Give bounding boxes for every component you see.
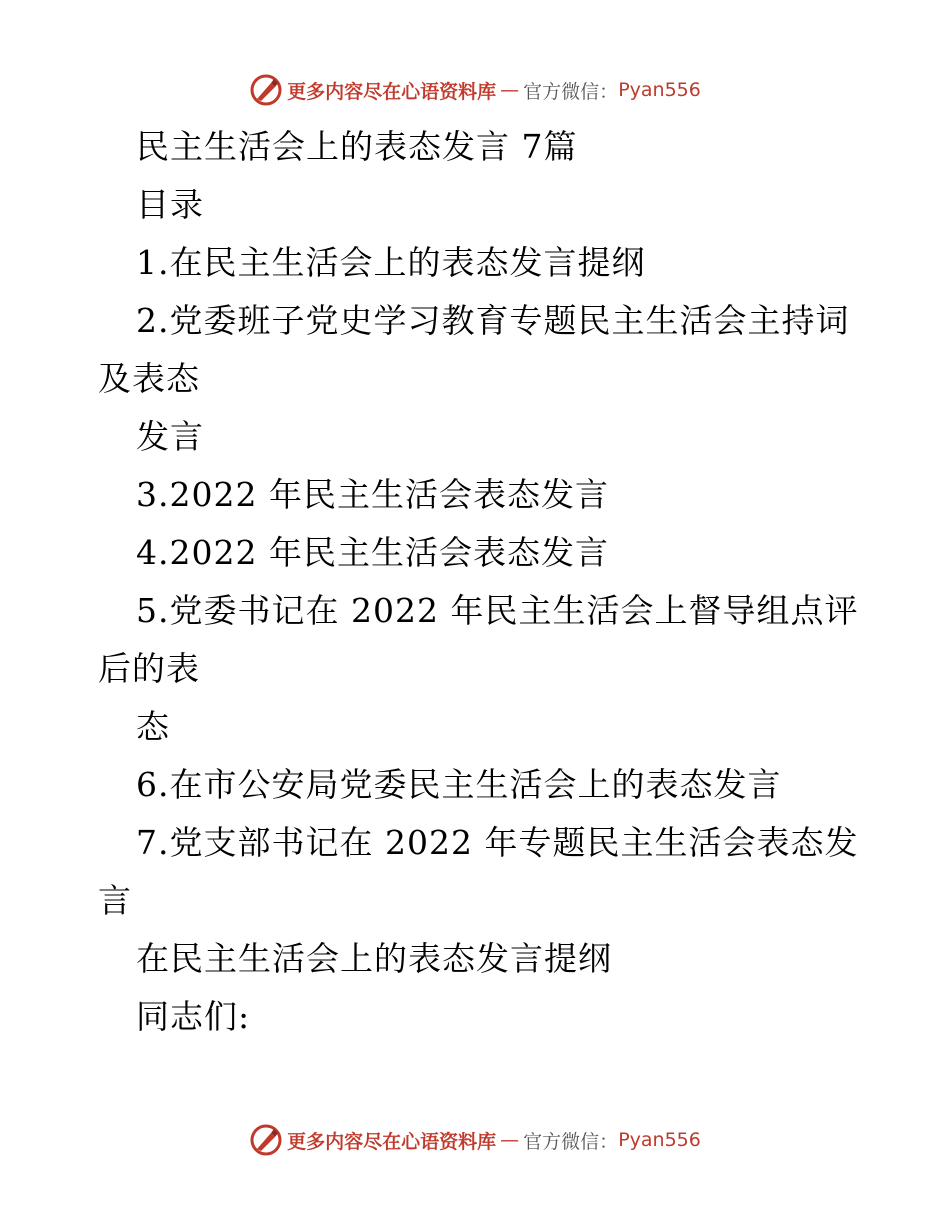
pen-logo-icon <box>249 73 283 107</box>
banner-wechat-label: 官方微信： <box>523 80 619 103</box>
pen-logo-icon <box>249 1123 283 1157</box>
document-line: 态 <box>136 707 170 746</box>
banner-wechat-id: Pyan556 <box>618 1129 701 1151</box>
banner-title: 更多内容尽在心语资料库 <box>287 1130 497 1153</box>
banner-title: 更多内容尽在心语资料库 <box>287 80 497 103</box>
document-line: 目录 <box>136 185 204 224</box>
document-line: 6.在市公安局党委民主生活会上的表态发言 <box>136 765 782 804</box>
header-banner <box>0 70 950 110</box>
document-body <box>98 118 858 1046</box>
banner-dash: — <box>500 1129 520 1151</box>
document-line: 民主生活会上的表态发言 7篇 <box>136 127 578 166</box>
document-line: 7.党支部书记在 2022 年专题民主生活会表态发 <box>136 823 859 862</box>
document-line: 4.2022 年民主生活会表态发言 <box>136 533 609 572</box>
document-line: 发言 <box>136 417 204 456</box>
banner-wechat-label: 官方微信： <box>523 1130 619 1153</box>
document-line: 及表态 <box>98 359 200 398</box>
footer-banner <box>0 1120 950 1160</box>
document-line: 在民主生活会上的表态发言提纲 <box>136 939 612 978</box>
document-line: 5.党委书记在 2022 年民主生活会上督导组点评 <box>136 591 859 630</box>
document-line: 同志们: <box>136 997 251 1036</box>
document-line: 1.在民主生活会上的表态发言提纲 <box>136 243 646 282</box>
document-line: 言 <box>98 881 132 920</box>
document-line: 后的表 <box>98 649 200 688</box>
document-line: 2.党委班子党史学习教育专题民主生活会主持词 <box>136 301 850 340</box>
banner-dash: — <box>500 79 520 101</box>
document-line: 3.2022 年民主生活会表态发言 <box>136 475 609 514</box>
banner-wechat-id: Pyan556 <box>618 79 701 101</box>
